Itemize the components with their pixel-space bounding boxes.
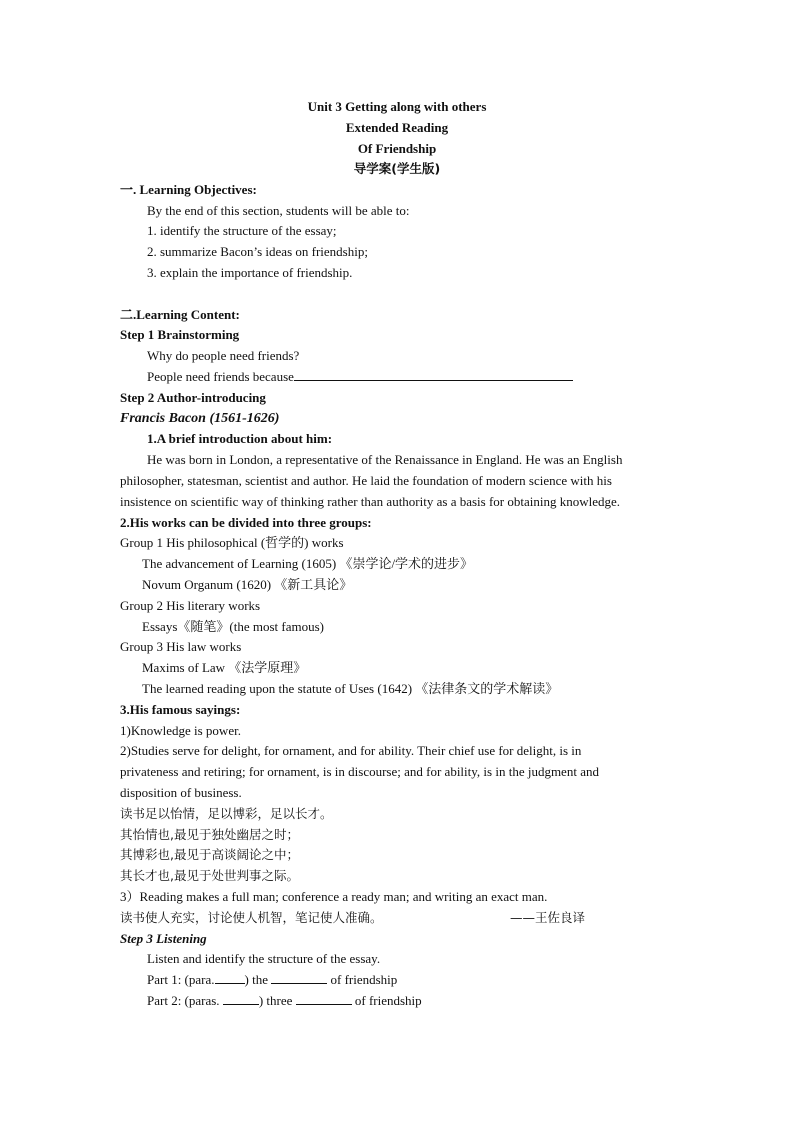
step1-prompt-text: People need friends because: [147, 369, 294, 384]
saying-3: 3）Reading makes a full man; conference a ready man; and writing an exact man.: [120, 889, 548, 904]
step3-instruction: Listen and identify the structure of the essay.: [147, 951, 381, 966]
title-essay: Of Friendship: [357, 141, 437, 156]
saying-3-cn: 读书使人充实，讨论使人机智，笔记使人准确。: [120, 910, 383, 925]
works-item: Maxims of Law 《法学原理》: [142, 660, 307, 675]
objective-item: 3. explain the importance of friendship.: [147, 265, 353, 280]
step3-part-1: [147, 970, 702, 991]
answer-blank[interactable]: [294, 367, 573, 381]
part-2-label: Part 2: (paras.: [147, 993, 220, 1008]
objectives-intro: By the end of this section, students will be able to:: [147, 203, 410, 218]
part-2-text: ) three: [258, 993, 293, 1008]
answer-blank[interactable]: [223, 991, 259, 1005]
intro-line: philosopher, statesman, scientist and author. He laid the foundation of modern science with his: [120, 473, 612, 488]
step1-prompt: [147, 367, 702, 388]
saying-2-line: disposition of business.: [120, 785, 242, 800]
saying-2-cn: 其怡情也,最见于独处幽居之时；: [120, 827, 299, 842]
step2-heading: Step 2 Author-introducing: [120, 390, 266, 405]
objectives-heading: 一. Learning Objectives:: [120, 182, 257, 197]
content-heading: 二.Learning Content:: [120, 307, 240, 322]
works-item: Essays《随笔》(the most famous): [142, 619, 324, 634]
author-name: Francis Bacon (1561-1626): [120, 411, 280, 426]
intro-line: He was born in London, a representative of the Renaissance in England. He was an English: [147, 452, 623, 467]
works-item: The advancement of Learning (1605) 《崇学论/学术的进步》: [142, 556, 474, 571]
works-item: Novum Organum (1620) 《新工具论》: [142, 577, 353, 592]
works-item: The learned reading upon the statute of Uses (1642) 《法律条文的学术解读》: [142, 681, 559, 696]
objective-item: 2. summarize Bacon’s ideas on friendship;: [147, 244, 368, 259]
saying-3-translator: ——王佐良译: [510, 910, 586, 925]
works-group-2: Group 2 His literary works: [120, 598, 261, 613]
step3-part-2: [147, 991, 702, 1012]
saying-2-cn: 读书足以怡情，足以博彩，足以长才。: [120, 806, 333, 821]
part-1-text: ) the: [244, 972, 268, 987]
saying-2-cn: 其长才也,最见于处世判事之际。: [120, 868, 299, 883]
title-unit: Unit 3 Getting along with others: [307, 99, 487, 114]
works-heading: 2.His works can be divided into three groups:: [120, 515, 372, 530]
answer-blank[interactable]: [296, 991, 352, 1005]
part-2-suffix: of friendship: [354, 993, 422, 1008]
intro-line: insistence on scientific way of thinking rather than authority as a basis for obtaining knowledge.: [120, 494, 621, 509]
step3-heading: Step 3 Listening: [120, 931, 207, 946]
sayings-heading: 3.His famous sayings:: [120, 702, 241, 717]
step1-question: Why do people need friends?: [147, 348, 300, 363]
saying-2-line: 2)Studies serve for delight, for ornament, and for ability. Their chief use for delight, is in: [120, 743, 582, 758]
saying-2-line: privateness and retiring; for ornament, is in discourse; and for ability, is in the judgment and: [120, 764, 599, 779]
objective-item: 1. identify the structure of the essay;: [147, 223, 337, 238]
works-group-1: Group 1 His philosophical (哲学的) works: [120, 535, 344, 550]
works-group-3: Group 3 His law works: [120, 639, 242, 654]
part-1-suffix: of friendship: [330, 972, 398, 987]
answer-blank[interactable]: [215, 970, 245, 984]
step1-heading: Step 1 Brainstorming: [120, 327, 240, 342]
part-1-label: Part 1: (para.: [147, 972, 215, 987]
title-version: 导学案(学生版): [353, 161, 441, 176]
saying-1: 1)Knowledge is power.: [120, 723, 241, 738]
intro-heading: 1.A brief introduction about him:: [147, 431, 333, 446]
answer-blank[interactable]: [271, 970, 327, 984]
saying-2-cn: 其博彩也,最见于高谈阔论之中；: [120, 847, 299, 862]
title-section: Extended Reading: [345, 120, 449, 135]
